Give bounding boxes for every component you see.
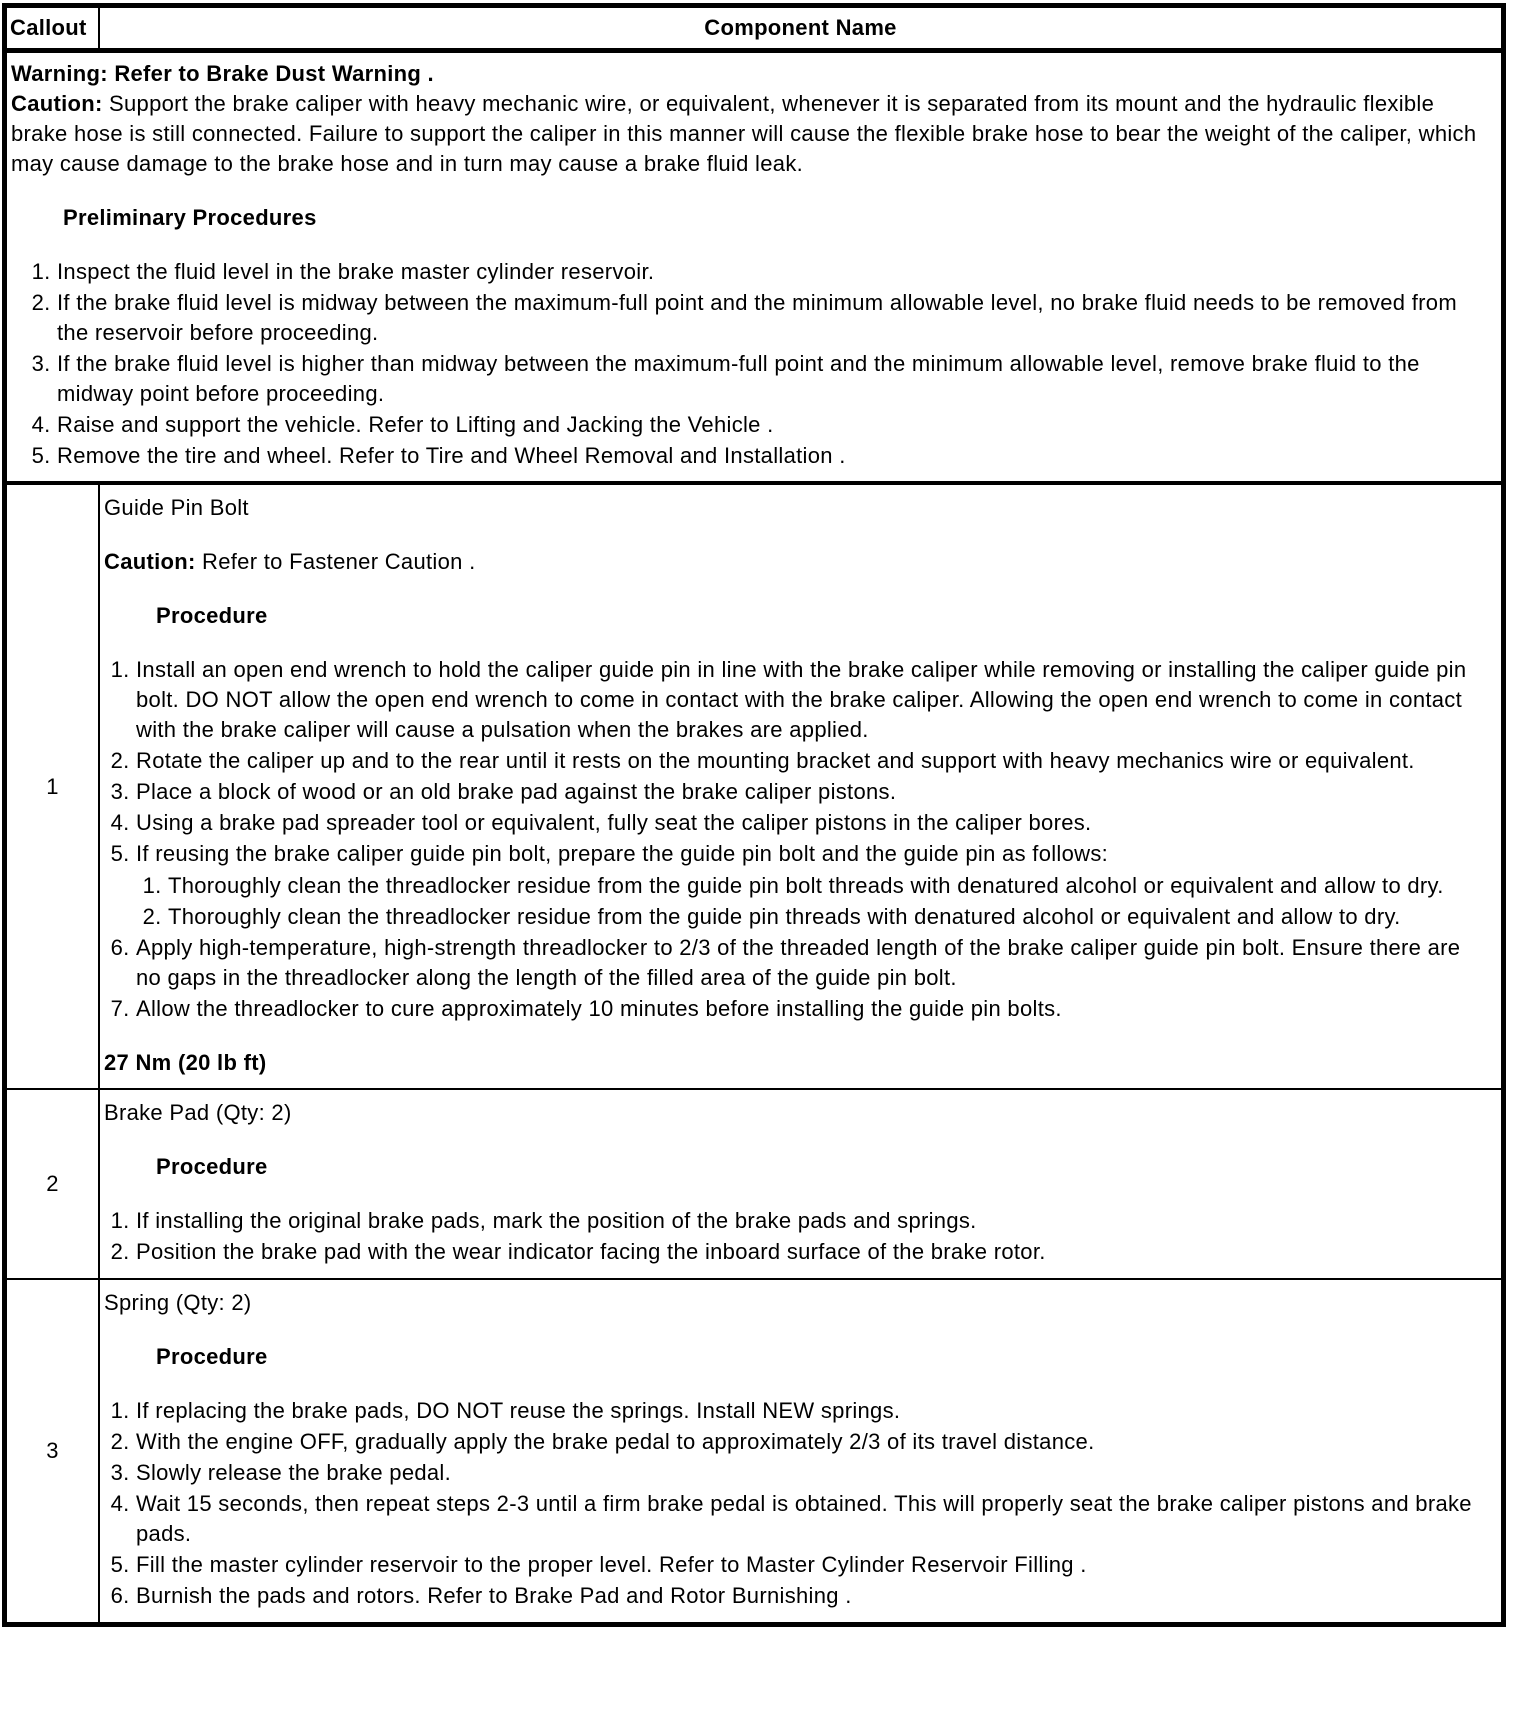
procedure-step	[136, 808, 1487, 838]
procedure-heading: Procedure	[156, 1154, 268, 1179]
procedure-heading: Procedure	[156, 603, 268, 628]
warning-label: Warning:	[11, 61, 108, 86]
procedure-steps-list	[104, 655, 1487, 1024]
caution-line	[11, 89, 1487, 179]
component-title: Brake Pad (Qty: 2)	[104, 1100, 292, 1125]
procedure-step	[136, 839, 1487, 932]
procedure-step	[136, 1237, 1487, 1267]
callout-number: 1	[46, 773, 59, 799]
procedure-step	[136, 1427, 1487, 1457]
procedure-step	[136, 1550, 1487, 1580]
caution-label: Caution:	[11, 91, 103, 116]
procedure-step	[136, 777, 1487, 807]
table-row	[7, 1278, 1501, 1622]
preliminary-step: 5. Remove the tire and wheel. Refer to Tire and Wheel Removal and Installation .	[57, 441, 1487, 471]
procedure-substep: 2. Thoroughly clean the threadlocker residue from the guide pin threads with denatured alcohol or equivalent and allow to dry.	[168, 902, 1487, 932]
callout-cell	[7, 1280, 100, 1622]
caution-text: Refer to Fastener Caution .	[202, 549, 476, 574]
caution-label: Caution:	[104, 549, 196, 574]
procedure-step	[136, 655, 1487, 745]
table-row	[7, 1088, 1501, 1278]
preliminary-step: 2. If the brake fluid level is midway between the maximum-full point and the minimum allowable level, no brake fluid needs to be removed from the reservoir before proceeding.	[57, 288, 1487, 348]
callout-cell	[7, 1090, 100, 1278]
procedure-step-text: Rotate the caliper up and to the rear until it rests on the mounting bracket and support with heavy mechanics wire or equivalent.	[136, 748, 1415, 773]
preliminary-step: 3. If the brake fluid level is higher than midway between the maximum-full point and the minimum allowable level, remove brake fluid to the midway point before proceeding.	[57, 349, 1487, 409]
warning-line	[11, 59, 1487, 89]
callout-column-header: Callout	[7, 8, 100, 48]
procedure-step-text: If reusing the brake caliper guide pin bolt, prepare the guide pin bolt and the guide pin as follows:	[136, 841, 1109, 866]
procedure-step	[136, 994, 1487, 1024]
procedure-step-text: Allow the threadlocker to cure approximately 10 minutes before installing the guide pin bolts.	[136, 996, 1062, 1021]
procedure-step-text: Burnish the pads and rotors. Refer to Brake Pad and Rotor Burnishing .	[136, 1583, 852, 1608]
procedure-steps-list	[104, 1396, 1487, 1611]
procedure-step-text: If installing the original brake pads, mark the position of the brake pads and springs.	[136, 1208, 977, 1233]
component-name-column-header: Component Name	[704, 15, 897, 40]
preliminary-procedures-heading: Preliminary Procedures	[63, 205, 317, 230]
preliminary-procedures-list	[11, 257, 1487, 471]
component-title: Spring (Qty: 2)	[104, 1290, 252, 1315]
procedure-steps-list	[104, 1206, 1487, 1267]
procedure-step-text: Wait 15 seconds, then repeat steps 2-3 until a firm brake pedal is obtained. This will properly seat the brake caliper pistons and brake pads.	[136, 1491, 1472, 1546]
component-cell	[100, 1280, 1501, 1622]
procedure-step	[136, 1458, 1487, 1488]
caution-line	[104, 547, 1487, 577]
component-cell	[100, 1090, 1501, 1278]
procedure-step-text: Apply high-temperature, high-strength threadlocker to 2/3 of the threaded length of the brake caliper guide pin bolt. Ensure there are no gaps in the threadlocker along the length of the filled area of the guide pin bolt.	[136, 935, 1461, 990]
procedure-step	[136, 1489, 1487, 1549]
callout-number: 2	[46, 1171, 59, 1196]
preliminary-step: 1. Inspect the fluid level in the brake master cylinder reservoir.	[57, 257, 1487, 287]
preliminary-step: 4. Raise and support the vehicle. Refer to Lifting and Jacking the Vehicle .	[57, 410, 1487, 440]
intro-section	[7, 53, 1501, 485]
component-rows	[7, 485, 1501, 1622]
component-title: Guide Pin Bolt	[104, 495, 249, 520]
procedure-step-text: Using a brake pad spreader tool or equivalent, fully seat the caliper pistons in the caliper bores.	[136, 810, 1092, 835]
procedure-step-text: Place a block of wood or an old brake pad against the brake caliper pistons.	[136, 779, 897, 804]
table-row	[7, 485, 1501, 1088]
procedure-heading: Procedure	[156, 1344, 268, 1369]
caution-text: Support the brake caliper with heavy mechanic wire, or equivalent, whenever it is separated from its mount and the hydraulic flexible brake hose is still connected. Failure to support the caliper in this manner will cause the flexible brake hose to bear the weight of the caliper, which may cause damage to the brake hose and in turn may cause a brake fluid leak.	[11, 91, 1477, 176]
procedure-step-text: Fill the master cylinder reservoir to the proper level. Refer to Master Cylinder Reservoir Filling .	[136, 1552, 1087, 1577]
procedure-step-text: Slowly release the brake pedal.	[136, 1460, 452, 1485]
component-table	[2, 3, 1506, 1627]
service-procedure-page	[2, 3, 1506, 1627]
torque-spec: 27 Nm (20 lb ft)	[104, 1050, 267, 1075]
procedure-substep: 1. Thoroughly clean the threadlocker residue from the guide pin bolt threads with denatured alcohol or equivalent and allow to dry.	[168, 871, 1487, 901]
procedure-step	[136, 1206, 1487, 1236]
component-cell	[100, 485, 1501, 1088]
procedure-step	[136, 746, 1487, 776]
procedure-step	[136, 1581, 1487, 1611]
procedure-step-text: Position the brake pad with the wear indicator facing the inboard surface of the brake rotor.	[136, 1239, 1046, 1264]
warning-text: Refer to Brake Dust Warning .	[114, 61, 434, 86]
procedure-step-text: Install an open end wrench to hold the caliper guide pin in line with the brake caliper while removing or installing the caliper guide pin bolt. DO NOT allow the open end wrench to come in contact with the brake caliper. Allowing the open end wrench to come in contact with the brake caliper will cause a pulsation when the brakes are applied.	[136, 657, 1467, 742]
table-header-row	[7, 8, 1501, 53]
procedure-step	[136, 1396, 1487, 1426]
procedure-substeps-list	[136, 871, 1487, 932]
procedure-step-text: If replacing the brake pads, DO NOT reuse the springs. Install NEW springs.	[136, 1398, 901, 1423]
procedure-step	[136, 933, 1487, 993]
callout-cell	[7, 485, 100, 1088]
callout-number: 3	[46, 1438, 59, 1463]
procedure-step-text: With the engine OFF, gradually apply the brake pedal to approximately 2/3 of its travel distance.	[136, 1429, 1095, 1454]
